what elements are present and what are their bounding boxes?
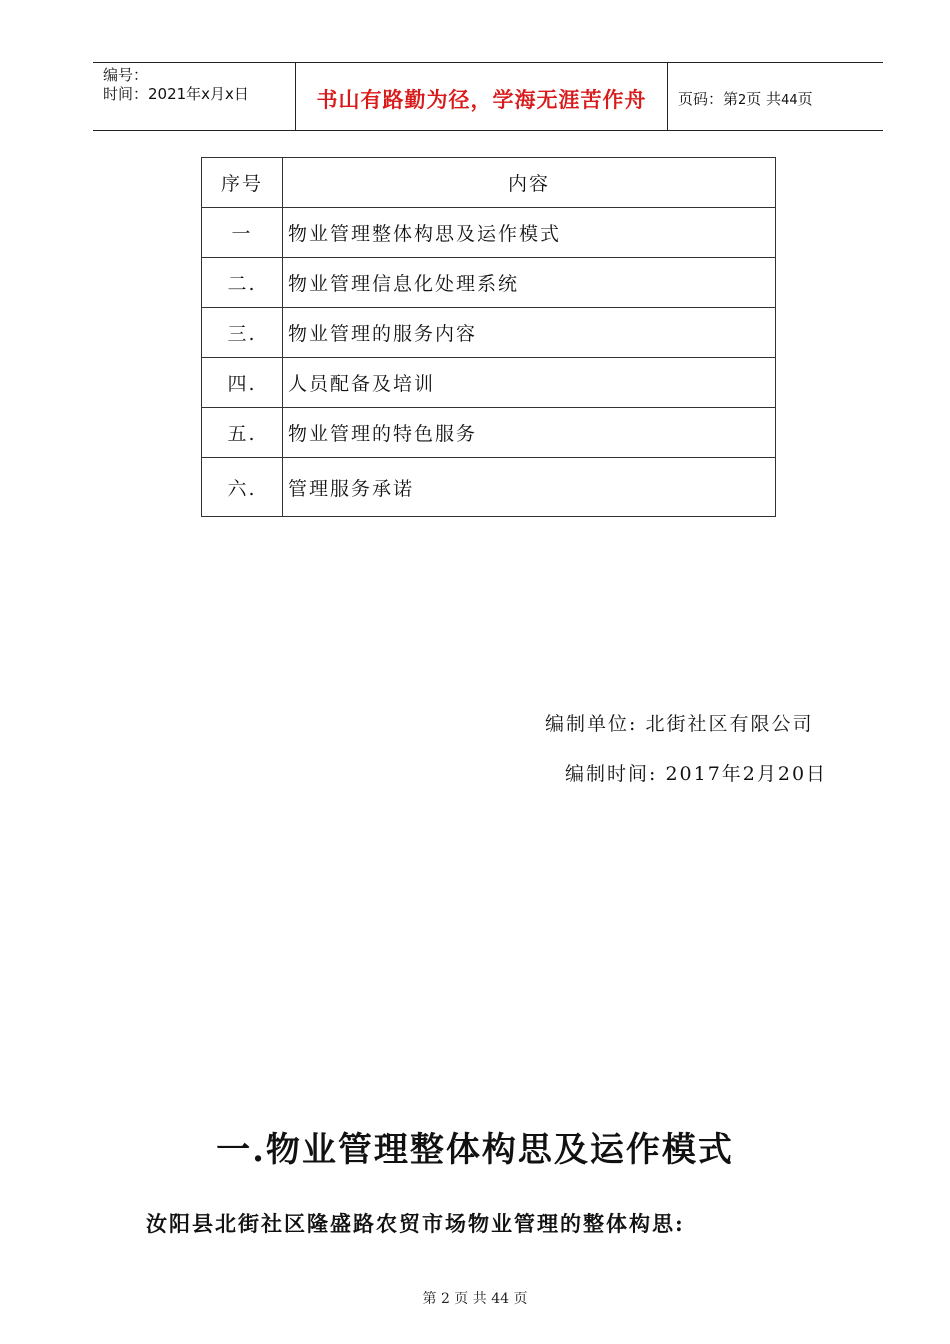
- table-row: [202, 358, 776, 408]
- row-content: 物业管理的特色服务: [283, 408, 776, 458]
- table-row: [202, 258, 776, 308]
- section-lead-paragraph: 汝阳县北街社区隆盛路农贸市场物业管理的整体构思:: [146, 1211, 685, 1236]
- table-row: [202, 458, 776, 517]
- row-content: 人员配备及培训: [283, 358, 776, 408]
- row-number: 三.: [202, 308, 283, 358]
- row-number: 五.: [202, 408, 283, 458]
- page-suffix: 页: [797, 90, 813, 108]
- compiling-date: 编制时间: 2017年2月20日: [565, 763, 828, 785]
- row-number: 二.: [202, 258, 283, 308]
- table-row: [202, 308, 776, 358]
- section-title: 一.物业管理整体构思及运作模式: [216, 1130, 734, 1170]
- row-number: 四.: [202, 358, 283, 408]
- column-header-number: 序号: [202, 158, 283, 208]
- document-number-label: 编号：: [103, 66, 149, 84]
- row-number: 一: [202, 208, 283, 258]
- header-bottom-rule: [93, 130, 883, 131]
- header-page-indicator: [678, 88, 813, 109]
- header-divider-right: [667, 62, 668, 130]
- row-content: 管理服务承诺: [283, 458, 776, 517]
- compiling-unit: 编制单位: 北街社区有限公司: [545, 713, 814, 735]
- row-content: 物业管理整体构思及运作模式: [283, 208, 776, 258]
- row-content: 物业管理的服务内容: [283, 308, 776, 358]
- page-total: 44: [781, 93, 798, 108]
- page-middle: 页 共: [746, 90, 782, 108]
- row-content: 物业管理信息化处理系统: [283, 258, 776, 308]
- table-header-row: [202, 158, 776, 208]
- row-number: 六.: [202, 458, 283, 517]
- page-current: 2: [738, 93, 747, 108]
- page-footer: 第 2 页 共 44 页: [422, 1291, 528, 1307]
- column-header-content: 内容: [283, 158, 776, 208]
- table-row: [202, 408, 776, 458]
- header-top-rule: [93, 62, 883, 63]
- header-motto: 书山有路勤为径，学海无涯苦作舟: [316, 88, 647, 112]
- contents-table: [201, 157, 776, 517]
- page-prefix: 页码：第: [678, 90, 739, 108]
- document-time-label: 时间：2021年x月x日: [103, 85, 249, 103]
- table-row: [202, 208, 776, 258]
